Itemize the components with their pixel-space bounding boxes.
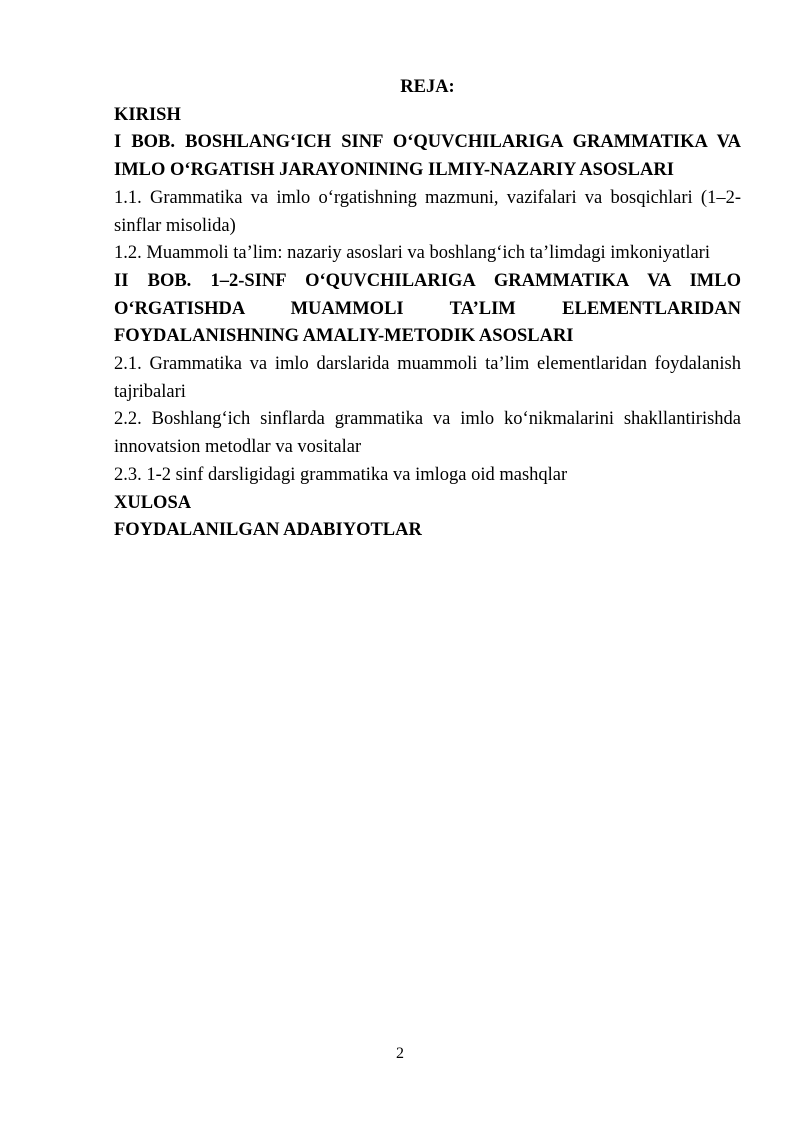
toc-entry-chapter-1: I BOB. BOSHLANG‘ICH SINF O‘QUVCHILARIGA GRAMMATIKA VA IMLO O‘RGATISH JARAYONINING ILMIY-NAZARIY ASOSLARI <box>114 132 741 181</box>
page-number: 2 <box>396 1045 404 1062</box>
toc-entry-1-1: 1.1. Grammatika va imlo o‘rgatishning mazmuni, vazifalari va bosqichlari (1–2-sinflar misolida) <box>114 187 741 236</box>
page-title: REJA: <box>400 77 455 97</box>
toc-entry-chapter-2 <box>114 268 741 351</box>
toc-entry-1-2: 1.2. Muammoli ta’lim: nazariy asoslari va boshlang‘ich ta’limdagi imkoniyatlari <box>114 243 710 264</box>
toc-entry-kirish: KIRISH <box>114 104 181 125</box>
toc-entry-xulosa: XULOSA <box>114 492 192 513</box>
toc-entry-2-2: 2.2. Boshlang‘ich sinflarda grammatika va imlo ko‘nikmalarini shakllantirishda innovatsion metodlar va vositalar <box>114 409 741 458</box>
chapter-2-line-1: II BOB. 1–2-SINF O‘QUVCHILARIGA GRAMMATIKA VA IMLO <box>114 270 741 291</box>
toc-entry-2-1: 2.1. Grammatika va imlo darslarida muammoli ta’lim elementlaridan foydalanish tajribalari <box>114 354 741 402</box>
chapter-2-line-2: O‘RGATISHDA MUAMMOLI TA’LIM ELEMENTLARIDAN <box>114 298 741 319</box>
table-of-contents <box>114 74 741 545</box>
chapter-2-line-3: FOYDALANISHNING AMALIY-METODIK ASOSLARI <box>114 326 574 347</box>
toc-entry-references: FOYDALANILGAN ADABIYOTLAR <box>114 520 422 541</box>
toc-entry-2-3: 2.3. 1-2 sinf darsligidagi grammatika va imloga oid mashqlar <box>114 464 568 485</box>
